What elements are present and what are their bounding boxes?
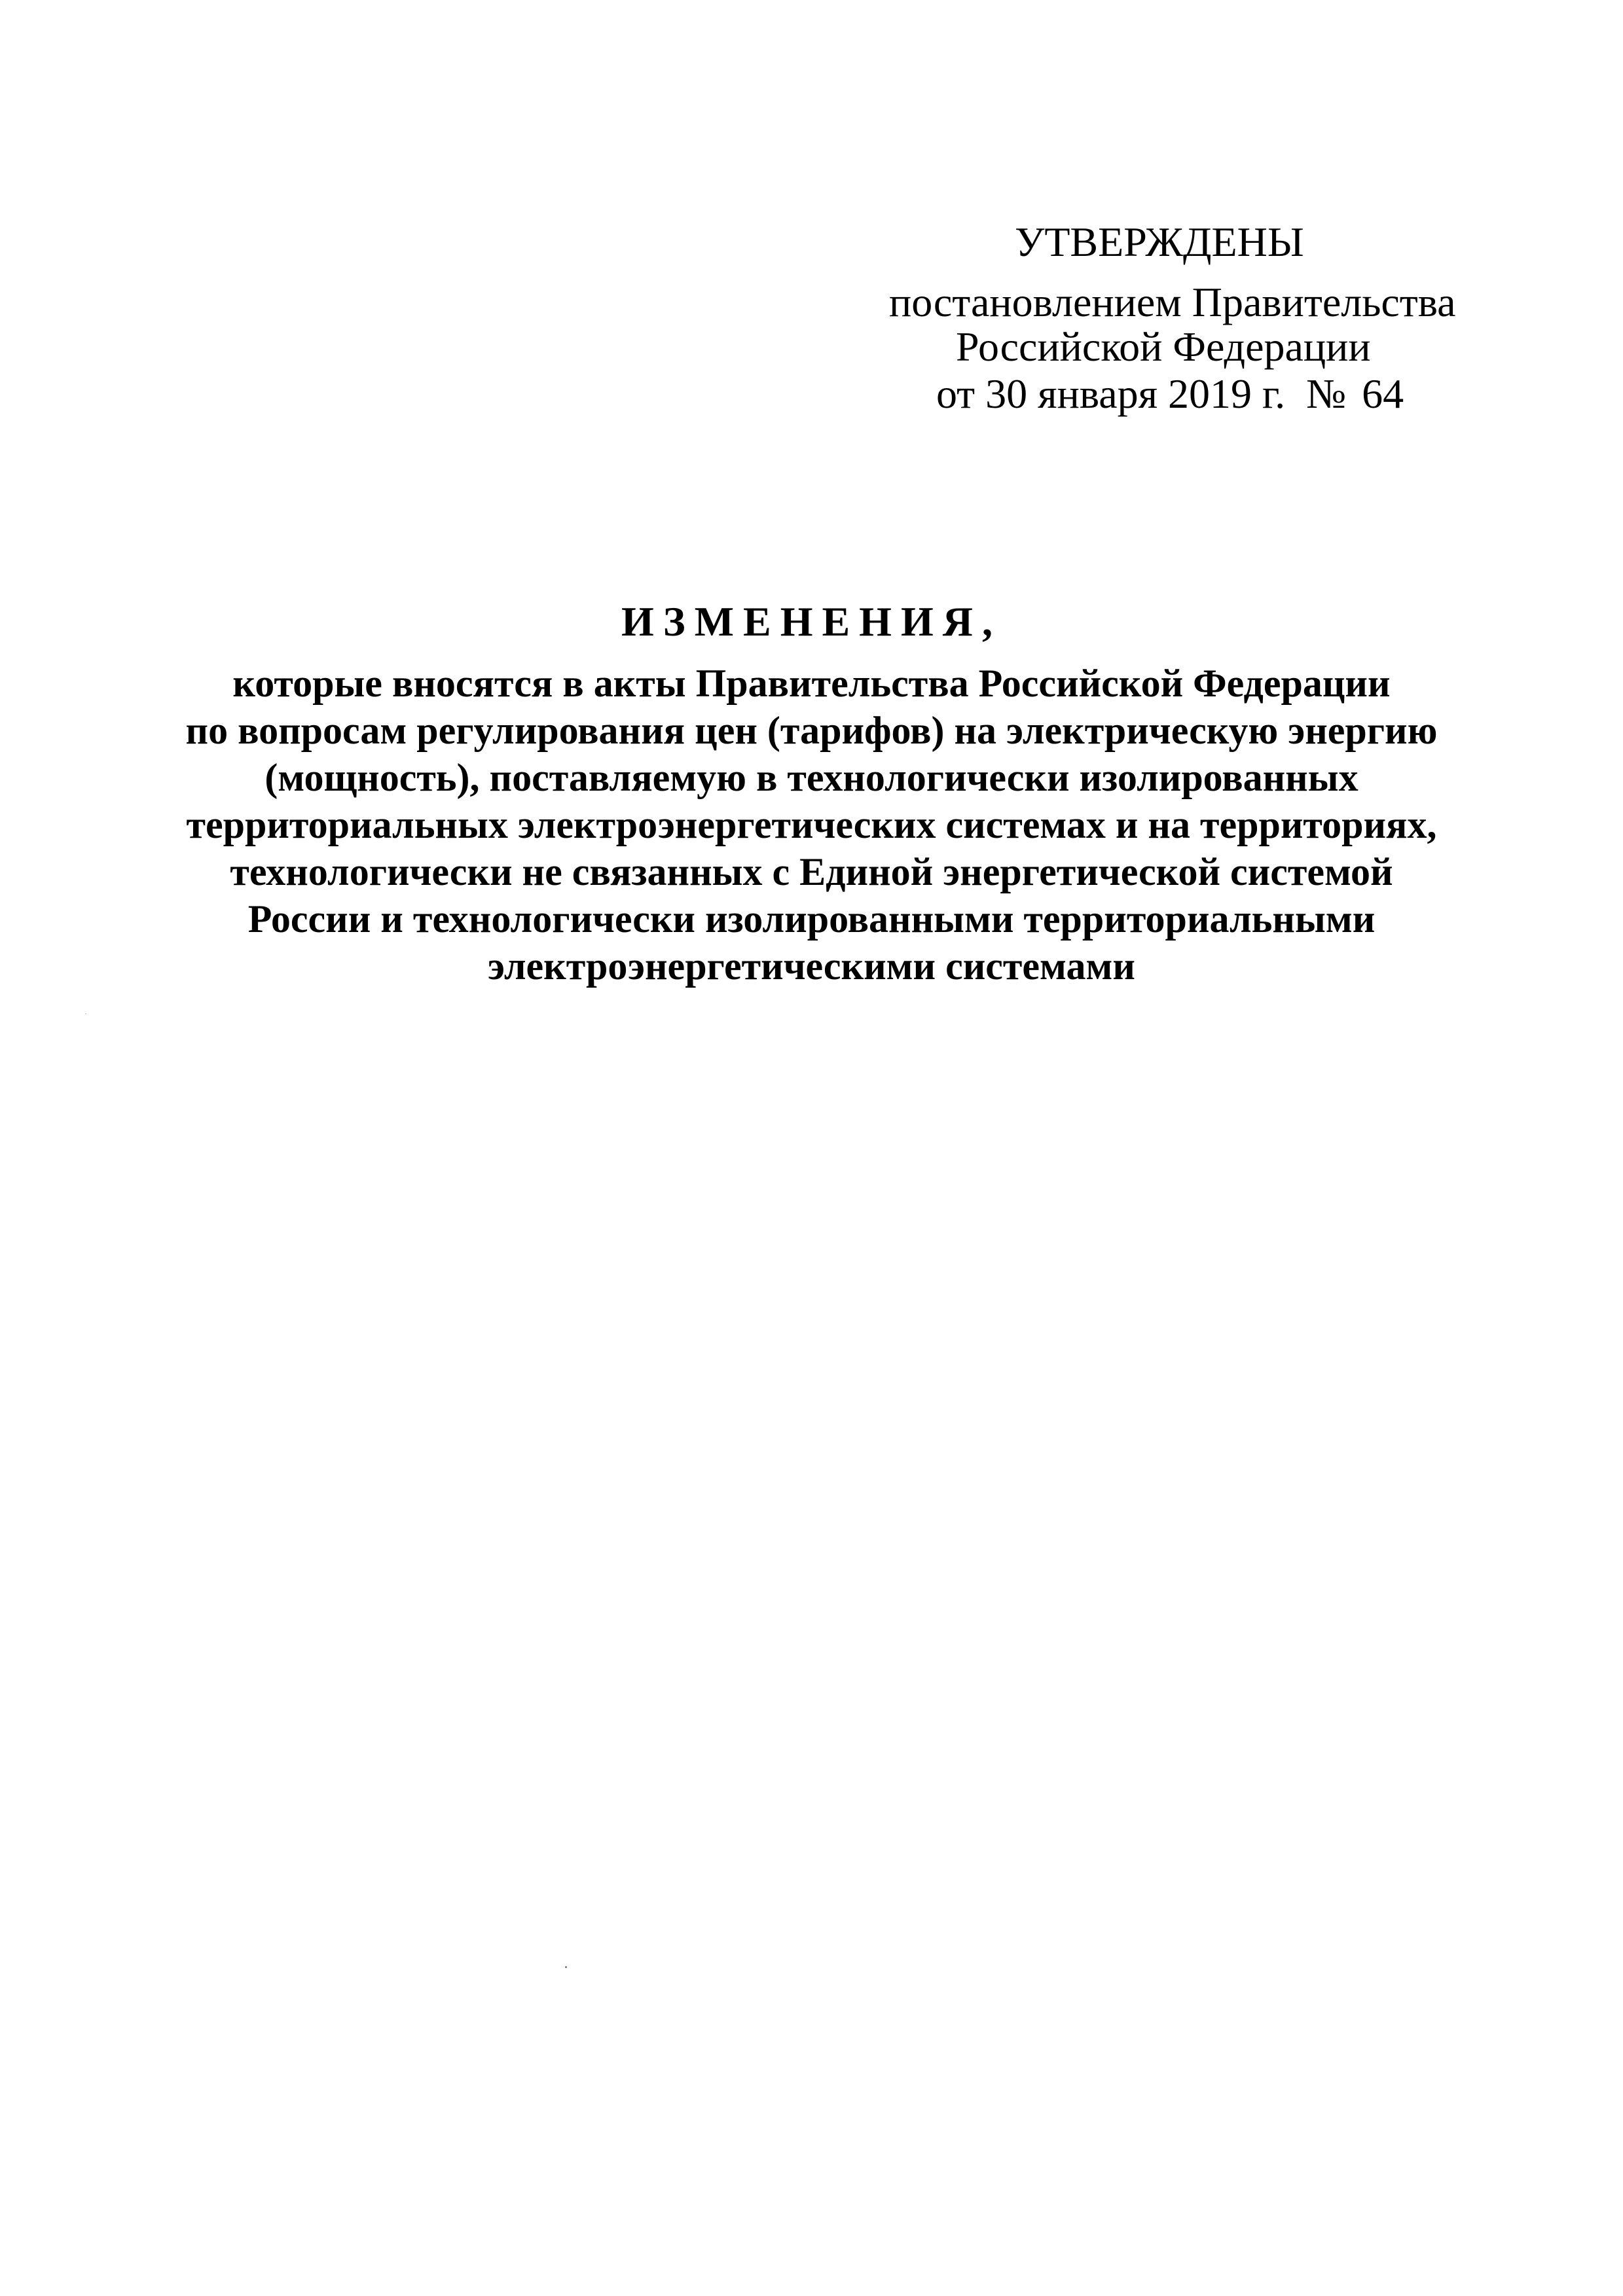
approval-line-resolution: постановлением Правительства [889, 279, 1456, 325]
approval-date: от 30 января 2019 г. [936, 370, 1286, 417]
subtitle-line: которые вносятся в акты Правительства Российской Федерации [232, 662, 1391, 705]
subtitle-line: России и технологически изолированными территориальными [247, 897, 1376, 941]
document-subtitle [0, 660, 1623, 990]
subtitle-line: территориальных электроэнергетических системах и на территориях, [186, 803, 1437, 846]
subtitle-line: электроэнергетическими системами [488, 944, 1135, 988]
scan-speck [565, 1966, 567, 1968]
scan-speck [85, 1013, 86, 1014]
subtitle-line: технологически не связанных с Единой энергетической системой [230, 850, 1393, 893]
subtitle-line: (мощность), поставляемую в технологически изолированных [264, 756, 1359, 799]
approval-title: УТВЕРЖДЕНЫ [1015, 219, 1304, 265]
document-number: 64 [1362, 370, 1404, 417]
approval-line-date-number [936, 368, 1404, 420]
subtitle-line: по вопросам регулирования цен (тарифов) на электрическую энергию [185, 709, 1438, 752]
approval-line-federation: Российской Федерации [956, 323, 1371, 370]
document-title: ИЗМЕНЕНИЯ, [621, 598, 1002, 645]
number-sign: № [1306, 370, 1347, 417]
